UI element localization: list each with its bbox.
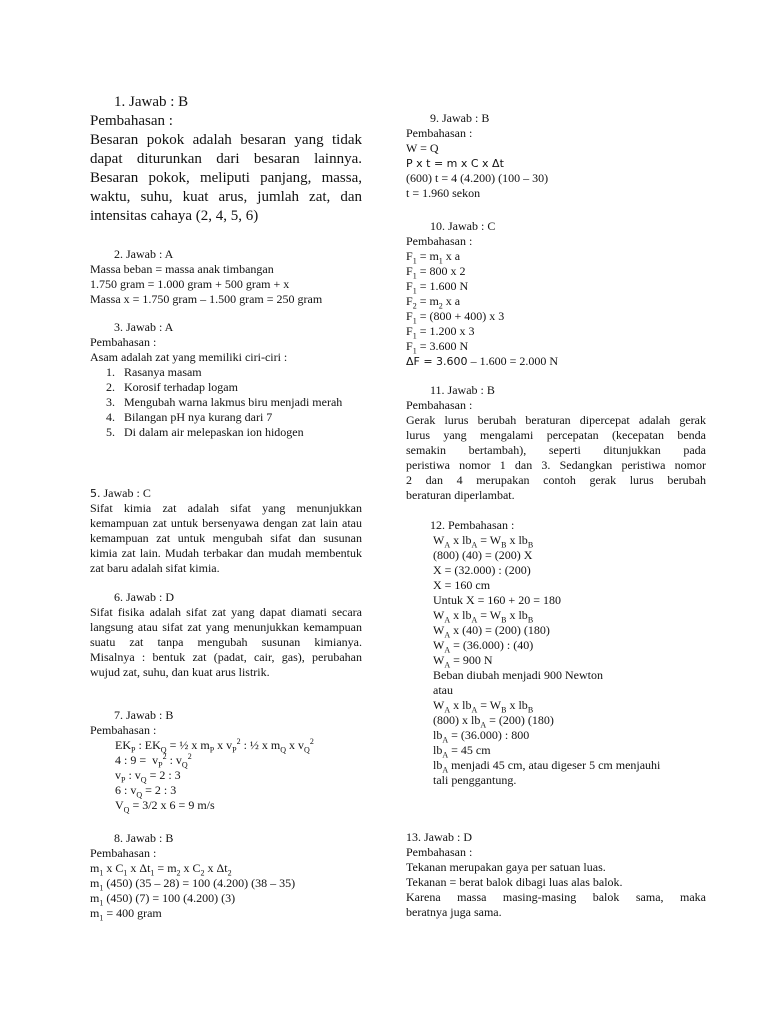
answer-13 xyxy=(406,830,706,920)
answer-10-label: Pembahasan : xyxy=(406,234,473,248)
answer-5 xyxy=(90,486,362,576)
answer-2-line: Massa x = 1.750 gram – 1.500 gram = 250 gram xyxy=(90,292,323,306)
formula-line: $m_1 = 400$ gram xyxy=(90,906,162,923)
formula-line: $F_1 = m_1$ x a xyxy=(406,249,461,266)
formula-line: $W_A = (36.000)$ : (40) xyxy=(433,638,534,655)
list-item: 4. Bilangan pH nya kurang dari 7 xyxy=(118,410,362,425)
formula-line: Beban diubah menjadi 900 Newton xyxy=(433,668,603,682)
answer-11-line: semakin bertambah), seperti ditunjukkan pada xyxy=(406,443,706,457)
list-item: 3. Mengubah warna lakmus biru menjadi merah xyxy=(118,395,362,410)
answer-6 xyxy=(90,590,362,680)
answer-13-label: Pembahasan : xyxy=(406,845,473,859)
answer-11-line: 2 dan 4 merupakan contoh gerak lurus berubah xyxy=(406,473,706,487)
answer-11 xyxy=(406,383,706,503)
list-item: 2. Korosif terhadap logam xyxy=(118,380,362,395)
answer-5-line: kimia zat lain. Mudah terbakar dan mudah membentuk xyxy=(90,546,362,560)
formula-line: Untuk X = 160 + 20 = 180 xyxy=(433,593,561,607)
formula-line: $W_A$ x (40) = (200) (180) xyxy=(433,623,550,640)
answer-5-line: kemampuan zat untuk bersenyawa dengan zat lain atau xyxy=(90,516,362,530)
formula-line: $F_1 = (800 + 400)$ x 3 xyxy=(406,309,505,326)
answer-6-line: Sifat fisika adalah sifat zat yang dapat diamati secara xyxy=(90,605,362,619)
answer-5-heading: 5. Jawab : C xyxy=(90,486,151,500)
list-item: 1. Rasanya masam xyxy=(118,365,362,380)
formula-line: atau xyxy=(433,683,453,697)
formula-line: W = Q xyxy=(406,141,439,155)
answer-1-line: intensitas cahaya (2, 4, 5, 6) xyxy=(90,208,259,224)
formula-line: $EK_P$ : $EK_Q$ = ½ x $m_P$ x $v_P^2$ : ½ x $m_Q$ x $v_Q^2$ xyxy=(115,737,314,755)
formula-line: $W_A = 900$ N xyxy=(433,653,493,670)
answer-1-label: Pembahasan : xyxy=(90,113,173,129)
answer-2-line: 1.750 gram = 1.000 gram + 500 gram + x xyxy=(90,277,290,291)
formula-line: $F_2 = m_2$ x a xyxy=(406,294,461,311)
formula-line: $m_1$ (450) (7) = 100 (4.200) (3) xyxy=(90,891,236,908)
answer-6-line: suatu zat tanpa mengubah susunan kimianya. xyxy=(90,635,362,649)
formula-line: (800) (40) = (200) X xyxy=(433,548,533,562)
answer-9-heading: 9. Jawab : B xyxy=(430,111,490,125)
answer-1-heading: 1. Jawab : B xyxy=(114,94,189,110)
answer-13-line: beratnya juga sama. xyxy=(406,905,502,919)
answer-1-line: dapat diturunkan dari besaran lainnya. xyxy=(90,151,362,167)
answer-6-heading: 6. Jawab : D xyxy=(114,590,174,604)
formula-line: $W_A$ x $lb_A = W_B$ x $lb_B$ xyxy=(433,608,534,625)
answer-12-heading: 12. Pembahasan : xyxy=(430,518,515,532)
answer-13-line: Tekanan merupakan gaya per satuan luas. xyxy=(406,860,606,874)
answer-2 xyxy=(90,247,362,307)
formula-line: $m_1$ (450) (35 – 28) = 100 (4.200) (38 – 35) xyxy=(90,876,296,893)
formula-line: $lb_A = 45$ cm xyxy=(433,743,491,760)
answer-10-heading: 10. Jawab : C xyxy=(430,219,496,233)
answer-6-line: langsung atau sifat zat yang menunjukkan kemampuan xyxy=(90,620,362,634)
answer-11-line: beraturan diperlambat. xyxy=(406,488,515,502)
answer-13-line: Tekanan = berat balok dibagi luas alas balok. xyxy=(406,875,623,889)
formula-line: X = 160 cm xyxy=(433,578,491,592)
answer-13-heading: 13. Jawab : D xyxy=(406,830,472,844)
formula-line: 4 : $9 = v_P^2$ : $v_Q^2$ xyxy=(115,752,192,770)
answer-7-label: Pembahasan : xyxy=(90,723,157,737)
formula-line: $v_P$ : $v_Q = 2$ : 3 xyxy=(115,768,181,785)
answer-11-line: peristiwa nomor 1 dan 3. Sedangkan peristiwa nomor xyxy=(406,458,706,472)
answer-13-line: Karena massa masing-masing balok sama, maka xyxy=(406,890,706,904)
answer-3-label: Pembahasan : xyxy=(90,335,157,349)
list-item: 5. Di dalam air melepaskan ion hidogen xyxy=(118,425,362,440)
formula-line: $V_Q = 3/2$ x 6 = 9 m/s xyxy=(115,798,215,815)
answer-3-intro: Asam adalah zat yang memiliki ciri-ciri : xyxy=(90,350,288,364)
formula-line: P x t = m x C x Δt xyxy=(406,157,504,170)
answer-1-line: Besaran pokok, meliputi panjang, massa, xyxy=(90,170,362,186)
formula-line: $lb_A = (36.000)$ : 800 xyxy=(433,728,530,745)
formula-line: ΔF = 3.600 – 1.600 = 2.000 N xyxy=(406,354,558,368)
answer-5-line: kemampuan zat untuk mengubah sifat dan susunan xyxy=(90,531,362,545)
answer-11-line: lurus yang mengalami percepatan (kecepatan benda xyxy=(406,428,706,442)
formula-line: tali penggantung. xyxy=(433,773,517,787)
answer-11-line: Gerak lurus berubah beraturan dipercepat adalah gerak xyxy=(406,413,706,427)
answer-5-line: Sifat kimia zat adalah sifat yang menunjukkan xyxy=(90,501,362,515)
answer-1-line: Besaran pokok adalah besaran yang tidak xyxy=(90,132,362,148)
answer-1 xyxy=(90,93,362,226)
answer-3 xyxy=(90,320,362,440)
answer-12 xyxy=(406,518,706,788)
answer-10 xyxy=(406,219,706,369)
formula-line: (600) t = 4 (4.200) (100 – 30) xyxy=(406,171,549,185)
answer-8-heading: 8. Jawab : B xyxy=(114,831,174,845)
formula-line: (800) x $lb_A = (200)$ (180) xyxy=(433,713,554,730)
formula-line: $m_1$ x $C_1$ x $\Delta t_1 = m_2$ x $C_2$ x $\Delta t_2$ xyxy=(90,861,232,878)
formula-line: $F_1 = 1.200$ x 3 xyxy=(406,324,475,341)
answer-5-line: zat baru adalah sifat kimia. xyxy=(90,561,220,575)
formula-line: $F_1 = 3.600$ N xyxy=(406,339,469,356)
answer-6-line: wujud zat, suhu, dan kuat arus listrik. xyxy=(90,665,270,679)
answer-8 xyxy=(90,831,362,921)
answer-3-heading: 3. Jawab : A xyxy=(114,320,174,334)
formula-line: 6 : $v_Q = 2$ : 3 xyxy=(115,783,177,800)
answer-9 xyxy=(406,111,706,201)
answer-11-label: Pembahasan : xyxy=(406,398,473,412)
answer-7-heading: 7. Jawab : B xyxy=(114,708,174,722)
answer-6-line: Misalnya : bentuk zat (padat, cair, gas), perubahan xyxy=(90,650,362,664)
formula-line: $F_1 = 1.600$ N xyxy=(406,279,469,296)
answer-3-list xyxy=(90,365,362,440)
answer-9-label: Pembahasan : xyxy=(406,126,473,140)
formula-line: $W_A$ x $lb_A = W_B$ x $lb_B$ xyxy=(433,698,534,715)
formula-line: $W_A$ x $lb_A = W_B$ x $lb_B$ xyxy=(433,533,534,550)
formula-line: $F_1 = 800$ x 2 xyxy=(406,264,466,281)
answer-8-label: Pembahasan : xyxy=(90,846,157,860)
answer-11-heading: 11. Jawab : B xyxy=(430,383,495,397)
answer-1-line: waktu, suhu, kuat arus, jumlah zat, dan xyxy=(90,189,362,205)
answer-2-line: Massa beban = massa anak timbangan xyxy=(90,262,274,276)
formula-line: $lb_A$ menjadi 45 cm, atau digeser 5 cm menjauhi xyxy=(433,758,661,775)
answer-2-heading: 2. Jawab : A xyxy=(114,247,174,261)
formula-line: X = (32.000) : (200) xyxy=(433,563,531,577)
answer-7 xyxy=(90,708,362,813)
formula-line: t = 1.960 sekon xyxy=(406,186,481,200)
